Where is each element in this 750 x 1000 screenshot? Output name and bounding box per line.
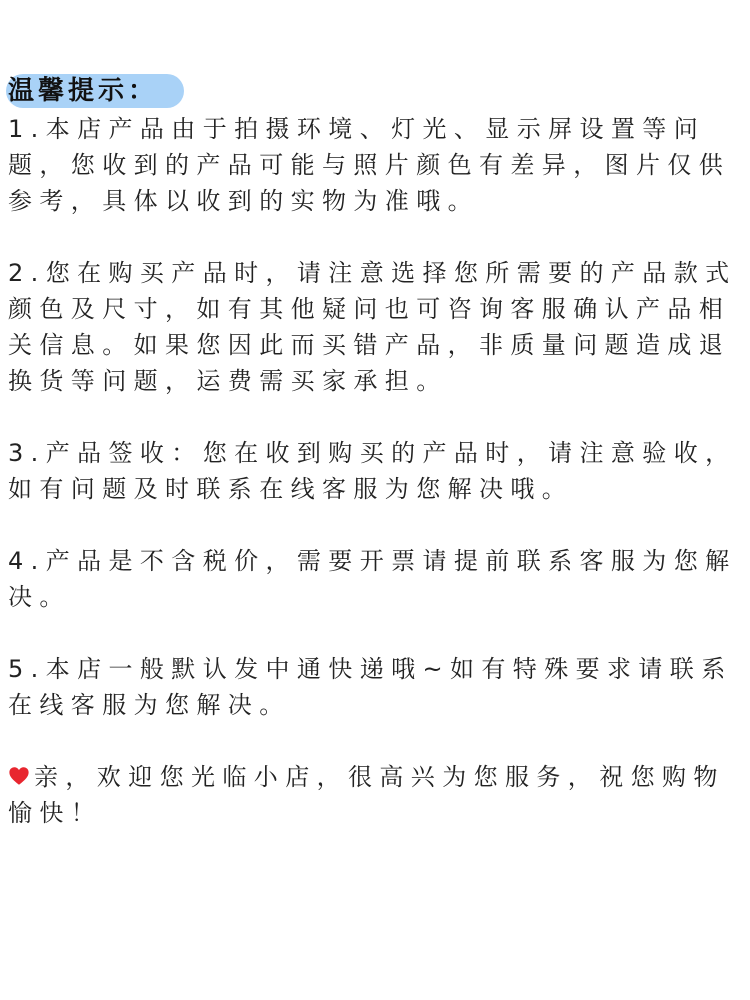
notice-item-3: 3.产品签收：您在收到购买的产品时，请注意验收，如有问题及时联系在线客服为您解决哦。 [8,439,737,503]
closing-text: 亲，欢迎您光临小店，很高兴为您服务，祝您购物愉快！ [8,763,725,827]
closing-message [8,759,748,831]
notice-block [8,72,748,831]
notice-item-5: 5.本店一般默认发中通快递哦~如有特殊要求请联系在线客服为您解决。 [8,655,733,719]
notice-title-row [8,72,748,110]
notice-item-4: 4.产品是不含税价，需要开票请提前联系客服为您解决。 [8,547,737,611]
notice-item-2: 2.您在购买产品时，请注意选择您所需要的产品款式颜色及尺寸，如有其他疑问也可咨询客服确认产品相关信息。如果您因此而买错产品，非质量问题造成退换货等问题，运费需买家承担。 [8,259,737,395]
heart-icon [8,765,30,787]
notice-item-1: 1.本店产品由于拍摄环境、灯光、显示屏设置等问题，您收到的产品可能与照片颜色有差异，图片仅供参考，具体以收到的实物为准哦。 [8,115,731,215]
notice-title: 温馨提示： [8,76,159,106]
